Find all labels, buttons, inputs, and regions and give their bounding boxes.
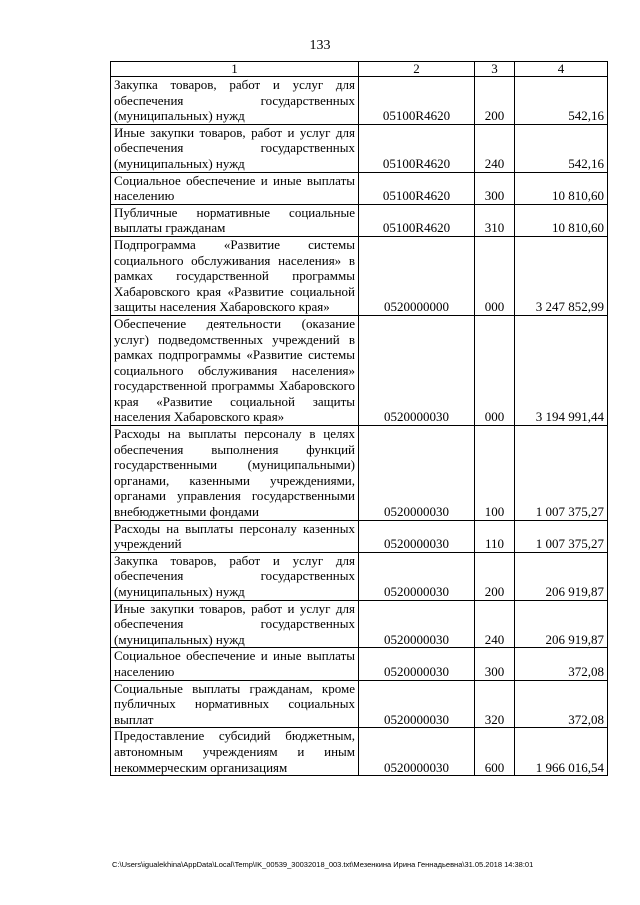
column-header: 1 bbox=[111, 62, 359, 77]
row-code-cell: 0520000030 bbox=[359, 315, 475, 425]
row-code-cell: 05100R4620 bbox=[359, 77, 475, 125]
file-path-footer: C:\Users\igualekhina\AppData\Local\Temp\IK_00539_30032018_003.txt\Мезенкина Ирина Геннадьевна\31.05.2018 14:38:01 bbox=[112, 860, 534, 869]
row-name-cell: Подпрограмма «Развитие системы социального обслуживания населения» в рамках государственной программы Хабаровского края «Развитие социальной защиты населения Хабаровского края» bbox=[111, 236, 359, 315]
row-type-cell: 100 bbox=[475, 426, 515, 521]
table-row bbox=[111, 426, 608, 521]
row-type-cell: 300 bbox=[475, 172, 515, 204]
column-header: 4 bbox=[515, 62, 608, 77]
row-type-cell: 240 bbox=[475, 124, 515, 172]
row-code-cell: 0520000030 bbox=[359, 600, 475, 648]
row-sum-cell: 1 007 375,27 bbox=[515, 520, 608, 552]
row-type-cell: 000 bbox=[475, 236, 515, 315]
budget-table bbox=[110, 61, 608, 776]
row-sum-cell: 206 919,87 bbox=[515, 600, 608, 648]
row-type-cell: 320 bbox=[475, 680, 515, 728]
row-code-cell: 05100R4620 bbox=[359, 204, 475, 236]
row-name-cell: Обеспечение деятельности (оказание услуг) подведомственных учреждений в рамках подпрограммы «Развитие системы социального обслуживания населения» государственной программы Хабаровского края «Развитие социальной защиты населения Хабаровского края» bbox=[111, 315, 359, 425]
row-sum-cell: 206 919,87 bbox=[515, 552, 608, 600]
table-row bbox=[111, 236, 608, 315]
table-row bbox=[111, 315, 608, 425]
row-code-cell: 0520000030 bbox=[359, 728, 475, 776]
table-row bbox=[111, 124, 608, 172]
row-code-cell: 05100R4620 bbox=[359, 172, 475, 204]
row-type-cell: 000 bbox=[475, 315, 515, 425]
column-header: 2 bbox=[359, 62, 475, 77]
row-code-cell: 0520000030 bbox=[359, 520, 475, 552]
row-type-cell: 110 bbox=[475, 520, 515, 552]
row-type-cell: 200 bbox=[475, 77, 515, 125]
row-code-cell: 0520000030 bbox=[359, 426, 475, 521]
row-sum-cell: 1 007 375,27 bbox=[515, 426, 608, 521]
table-row bbox=[111, 680, 608, 728]
row-sum-cell: 542,16 bbox=[515, 124, 608, 172]
row-name-cell: Социальные выплаты гражданам, кроме публичных нормативных социальных выплат bbox=[111, 680, 359, 728]
table-row bbox=[111, 552, 608, 600]
row-name-cell: Закупка товаров, работ и услуг для обеспечения государственных (муниципальных) нужд bbox=[111, 77, 359, 125]
row-code-cell: 05100R4620 bbox=[359, 124, 475, 172]
row-code-cell: 0520000030 bbox=[359, 680, 475, 728]
row-sum-cell: 3 194 991,44 bbox=[515, 315, 608, 425]
row-name-cell: Расходы на выплаты персоналу казенных учреждений bbox=[111, 520, 359, 552]
table-row bbox=[111, 520, 608, 552]
row-sum-cell: 10 810,60 bbox=[515, 204, 608, 236]
table-header-row bbox=[111, 62, 608, 77]
column-header: 3 bbox=[475, 62, 515, 77]
row-code-cell: 0520000000 bbox=[359, 236, 475, 315]
table-row bbox=[111, 204, 608, 236]
row-name-cell: Предоставление субсидий бюджетным, автономным учреждениям и иным некоммерческим организациям bbox=[111, 728, 359, 776]
row-sum-cell: 1 966 016,54 bbox=[515, 728, 608, 776]
row-type-cell: 240 bbox=[475, 600, 515, 648]
row-name-cell: Социальное обеспечение и иные выплаты населению bbox=[111, 648, 359, 680]
row-name-cell: Социальное обеспечение и иные выплаты населению bbox=[111, 172, 359, 204]
row-name-cell: Закупка товаров, работ и услуг для обеспечения государственных (муниципальных) нужд bbox=[111, 552, 359, 600]
page-number: 133 bbox=[309, 38, 331, 53]
row-sum-cell: 10 810,60 bbox=[515, 172, 608, 204]
row-type-cell: 200 bbox=[475, 552, 515, 600]
row-sum-cell: 3 247 852,99 bbox=[515, 236, 608, 315]
row-name-cell: Публичные нормативные социальные выплаты гражданам bbox=[111, 204, 359, 236]
row-name-cell: Расходы на выплаты персоналу в целях обеспечения выполнения функций государственными (муниципальными) органами, казенными учреждениями, органами управления государственными внебюджетными фондами bbox=[111, 426, 359, 521]
table-row bbox=[111, 600, 608, 648]
row-type-cell: 600 bbox=[475, 728, 515, 776]
row-sum-cell: 372,08 bbox=[515, 648, 608, 680]
row-type-cell: 300 bbox=[475, 648, 515, 680]
row-sum-cell: 372,08 bbox=[515, 680, 608, 728]
table-row bbox=[111, 172, 608, 204]
table-row bbox=[111, 77, 608, 125]
table-row bbox=[111, 648, 608, 680]
row-sum-cell: 542,16 bbox=[515, 77, 608, 125]
row-type-cell: 310 bbox=[475, 204, 515, 236]
row-code-cell: 0520000030 bbox=[359, 552, 475, 600]
row-name-cell: Иные закупки товаров, работ и услуг для обеспечения государственных (муниципальных) нужд bbox=[111, 124, 359, 172]
row-name-cell: Иные закупки товаров, работ и услуг для обеспечения государственных (муниципальных) нужд bbox=[111, 600, 359, 648]
table-row bbox=[111, 728, 608, 776]
row-code-cell: 0520000030 bbox=[359, 648, 475, 680]
